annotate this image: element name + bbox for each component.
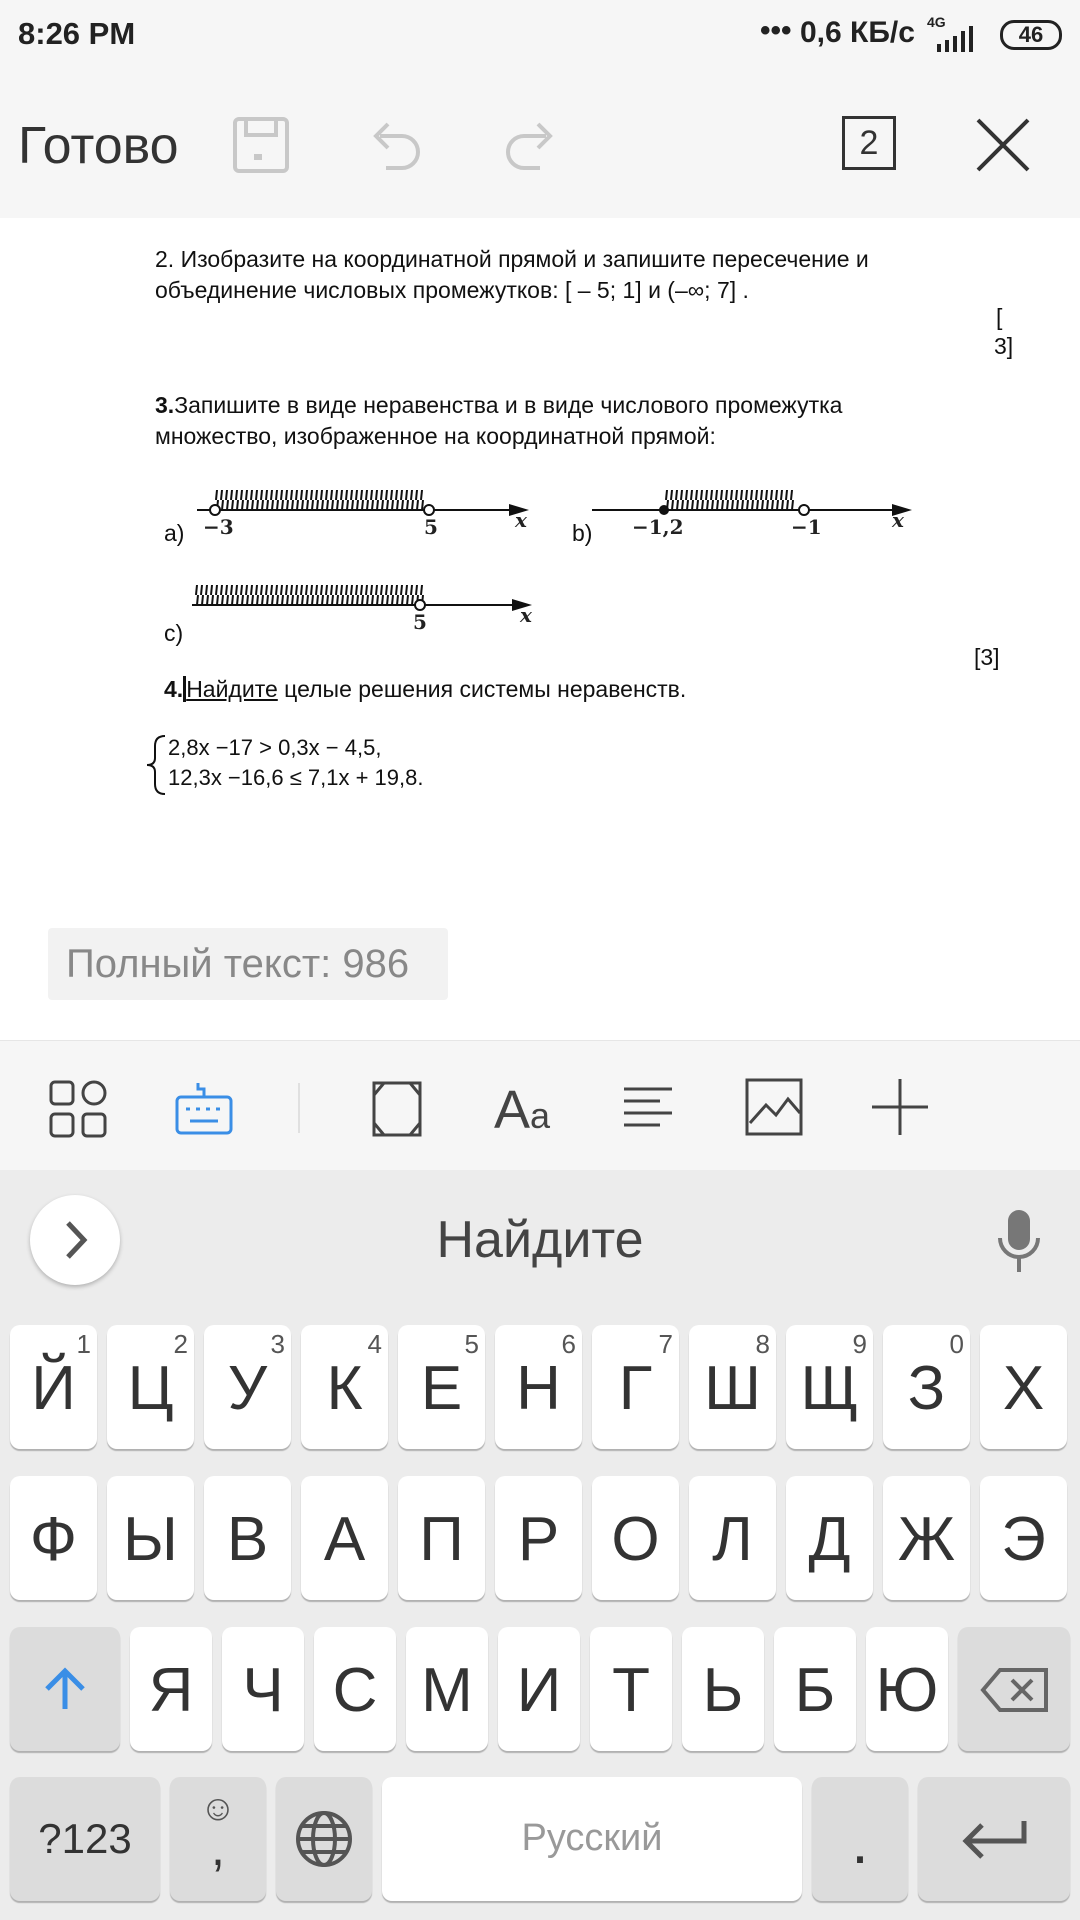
key-number-hint: 1	[76, 1329, 91, 1359]
number-line-a	[195, 480, 535, 540]
save-icon[interactable]	[232, 116, 292, 176]
key-r3-1[interactable]	[222, 1627, 304, 1751]
undo-icon[interactable]	[366, 118, 426, 174]
space-key[interactable]: Русский	[382, 1777, 802, 1901]
key-label: Ж	[897, 1505, 956, 1574]
keyboard-icon[interactable]	[174, 1079, 234, 1139]
network-type: 4G	[927, 14, 946, 30]
key-label: Д	[808, 1505, 851, 1574]
backspace-key[interactable]	[958, 1627, 1070, 1751]
backspace-icon	[980, 1667, 1050, 1713]
figure-b-variable: x	[892, 508, 904, 532]
key-r2-4[interactable]	[398, 1476, 485, 1600]
key-r3-4[interactable]	[498, 1627, 580, 1751]
key-r2-6[interactable]	[592, 1476, 679, 1600]
key-number-hint: 7	[658, 1329, 673, 1359]
key-label: Х	[1002, 1354, 1045, 1423]
font-icon[interactable]: Aa	[494, 1080, 551, 1140]
key-r2-0[interactable]	[10, 1476, 97, 1600]
task3-score: [3]	[974, 644, 1000, 670]
figure-b-label: b)	[572, 520, 593, 546]
key-r1-1[interactable]	[107, 1325, 194, 1449]
key-r3-6[interactable]	[682, 1627, 764, 1751]
key-label: Н	[516, 1354, 561, 1423]
shift-key[interactable]	[10, 1627, 120, 1751]
apps-icon[interactable]	[48, 1079, 108, 1139]
enter-icon	[960, 1817, 1030, 1863]
key-label: В	[226, 1505, 269, 1574]
signal-icon	[925, 26, 985, 52]
image-icon[interactable]	[744, 1077, 804, 1137]
key-label: П	[419, 1505, 464, 1574]
key-label: Щ	[800, 1354, 859, 1423]
key-label: Ч	[242, 1656, 284, 1725]
key-label: Р	[517, 1505, 560, 1574]
task4-highlighted-word[interactable]: Найдите	[186, 676, 278, 702]
key-label: З	[907, 1354, 946, 1423]
key-r2-5[interactable]	[495, 1476, 582, 1600]
key-label: Ы	[123, 1505, 178, 1574]
close-icon[interactable]	[974, 116, 1032, 174]
task2-score-open: [	[996, 304, 1003, 330]
key-r1-4[interactable]	[398, 1325, 485, 1449]
task2-line1: 2. Изобразите на координатной прямой и запишите пересечение и	[155, 246, 869, 272]
key-label: Я	[148, 1656, 194, 1725]
align-icon[interactable]	[620, 1081, 676, 1137]
key-r3-2[interactable]	[314, 1627, 396, 1751]
globe-icon	[294, 1809, 354, 1869]
key-label: Ш	[704, 1354, 761, 1423]
insert-icon[interactable]	[870, 1077, 930, 1137]
key-r2-8[interactable]	[786, 1476, 873, 1600]
suggestion-word[interactable]: Найдите	[436, 1211, 644, 1269]
key-r3-0[interactable]	[130, 1627, 212, 1751]
key-r1-8[interactable]	[786, 1325, 873, 1449]
system-line2: 12,3x −16,6 ≤ 7,1x + 19,8.	[168, 765, 424, 790]
key-number-hint: 2	[173, 1329, 188, 1359]
page-count-button[interactable]: 2	[842, 116, 896, 170]
task4-number: 4.	[164, 676, 184, 702]
language-key[interactable]	[276, 1777, 372, 1901]
key-label: М	[421, 1656, 473, 1725]
key-label: Ф	[29, 1505, 78, 1574]
key-r3-5[interactable]	[590, 1627, 672, 1751]
key-r1-6[interactable]	[592, 1325, 679, 1449]
figure-a-left-tick: −3	[203, 515, 234, 539]
key-r2-9[interactable]	[883, 1476, 970, 1600]
figure-b-right-tick: −1	[791, 515, 822, 539]
microphone-icon[interactable]	[994, 1208, 1044, 1278]
key-label: Т	[612, 1656, 650, 1725]
task3-line1: Запишите в виде неравенства и в виде числового промежутка	[174, 392, 843, 418]
format-toolbar	[0, 1040, 1080, 1171]
key-r2-7[interactable]	[689, 1476, 776, 1600]
key-label: Ю	[875, 1656, 939, 1725]
key-r1-5[interactable]	[495, 1325, 582, 1449]
key-r2-2[interactable]	[204, 1476, 291, 1600]
key-r2-1[interactable]	[107, 1476, 194, 1600]
task2-score-close: 3]	[994, 333, 1014, 359]
redo-icon[interactable]	[500, 118, 560, 174]
done-button[interactable]: Готово	[18, 117, 179, 175]
task2-line2: объединение числовых промежутков: [ – 5; 1] и (–∞; 7] .	[155, 277, 749, 303]
key-number-hint: 9	[852, 1329, 867, 1359]
key-label: К	[326, 1354, 363, 1423]
key-r2-10[interactable]	[980, 1476, 1067, 1600]
emoji-icon: ☺	[199, 1787, 237, 1828]
key-r1-3[interactable]	[301, 1325, 388, 1449]
figure-a-right-tick: 5	[424, 515, 438, 539]
key-r3-3[interactable]	[406, 1627, 488, 1751]
key-number-hint: 8	[755, 1329, 770, 1359]
suggestion-expand-button[interactable]	[30, 1195, 120, 1285]
key-number-hint: 6	[561, 1329, 576, 1359]
system-brace-icon	[143, 732, 169, 798]
key-number-hint: 5	[464, 1329, 479, 1359]
figure-a-label: a)	[164, 520, 185, 546]
status-bar	[0, 0, 1080, 72]
figure-c-label: c)	[164, 620, 184, 646]
divider	[298, 1083, 300, 1133]
key-r1-2[interactable]	[204, 1325, 291, 1449]
key-label: У	[227, 1354, 268, 1423]
chevron-right-icon	[30, 1195, 120, 1285]
figure-b-left-tick: −1,2	[632, 515, 684, 539]
battery-indicator: 46	[1000, 20, 1062, 50]
editor-toolbar	[0, 72, 1080, 219]
task4-text: целые решения системы неравенств.	[277, 676, 687, 702]
key-r3-7[interactable]	[774, 1627, 856, 1751]
key-label: Е	[420, 1354, 463, 1423]
figure-c-right-tick: 5	[413, 610, 427, 634]
system-line1: 2,8x −17 > 0,3x − 4,5,	[168, 735, 382, 760]
key-number-hint: 4	[367, 1329, 382, 1359]
key-label: Й	[31, 1354, 76, 1423]
status-time: 8:26 PM	[18, 16, 136, 51]
key-label: Э	[1001, 1505, 1046, 1574]
document-area[interactable]	[0, 218, 1080, 1040]
key-label: Ц	[127, 1354, 174, 1423]
key-label: Г	[618, 1354, 653, 1423]
key-label: Ь	[702, 1656, 744, 1725]
number-line-c	[190, 575, 540, 635]
shift-arrow-icon	[41, 1665, 89, 1713]
key-r2-3[interactable]	[301, 1476, 388, 1600]
page-layout-icon[interactable]	[370, 1079, 426, 1139]
key-r1-7[interactable]	[689, 1325, 776, 1449]
figure-a-variable: x	[515, 508, 527, 532]
key-r1-10[interactable]	[980, 1325, 1067, 1449]
key-label: И	[516, 1656, 562, 1725]
comma-label: ,	[211, 1820, 225, 1876]
symbols-key[interactable]: ?123	[10, 1777, 160, 1901]
emoji-comma-key[interactable]	[170, 1777, 266, 1901]
key-r1-9[interactable]	[883, 1325, 970, 1449]
key-r3-8[interactable]	[866, 1627, 948, 1751]
enter-key[interactable]	[918, 1777, 1070, 1901]
key-label: С	[332, 1656, 378, 1725]
word-count-badge: Полный текст: 986	[48, 928, 448, 1000]
key-number-hint: 0	[949, 1329, 964, 1359]
key-r1-0[interactable]	[10, 1325, 97, 1449]
period-key[interactable]: .	[812, 1777, 908, 1901]
key-label: Б	[794, 1656, 836, 1725]
signal-dots-icon: •••	[760, 14, 792, 47]
key-label: О	[611, 1505, 660, 1574]
key-label: А	[323, 1505, 366, 1574]
task3-line2: множество, изображенное на координатной прямой:	[155, 423, 716, 449]
key-number-hint: 3	[270, 1329, 285, 1359]
figure-c-variable: x	[520, 603, 532, 627]
network-speed: 0,6 КБ/с	[800, 16, 915, 49]
task3-number: 3.	[155, 392, 175, 418]
key-label: Л	[712, 1505, 753, 1574]
